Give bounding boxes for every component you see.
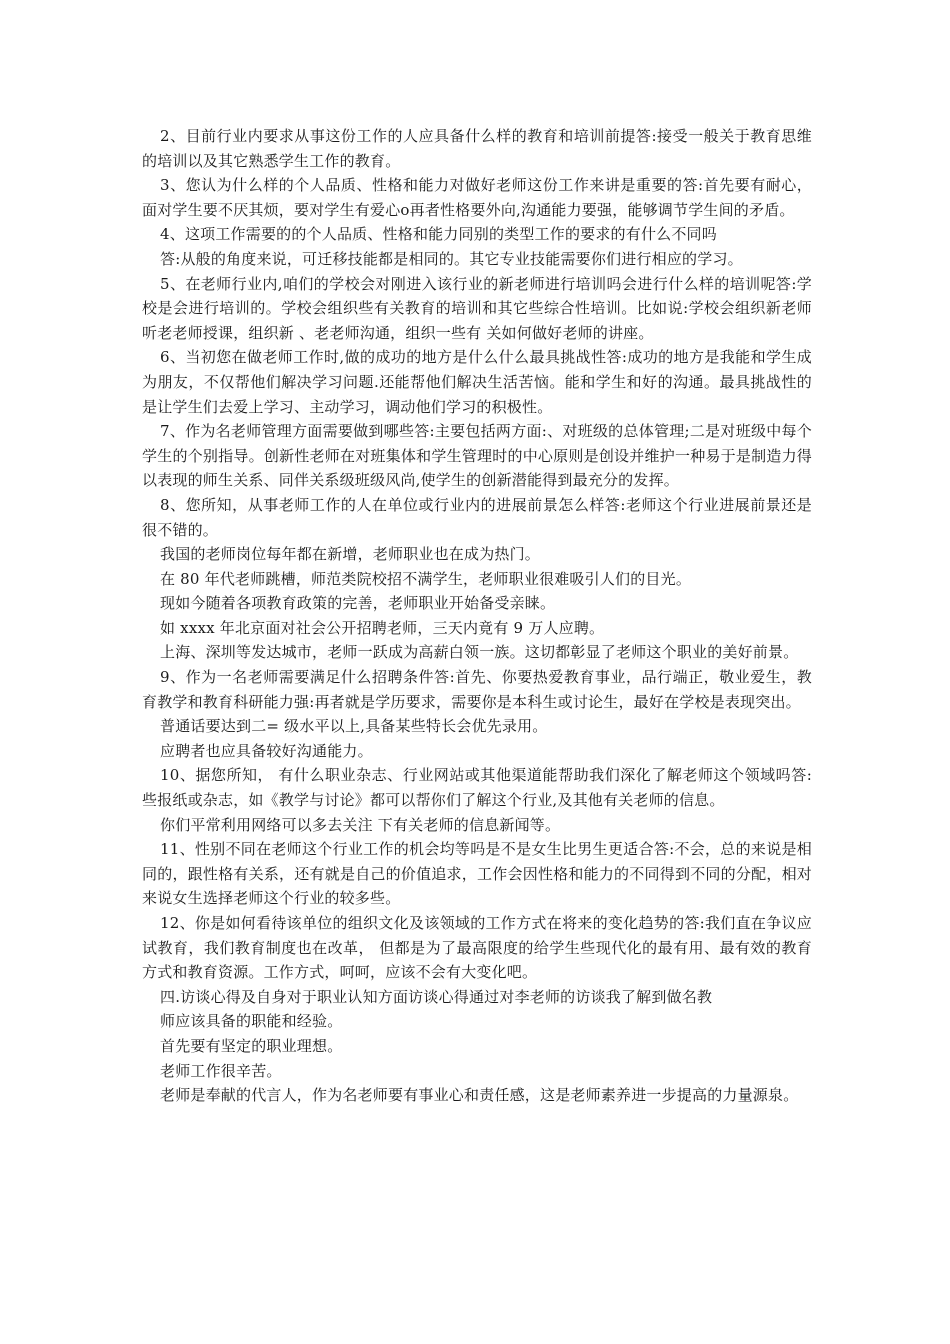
- document-body: [142, 124, 812, 1108]
- paragraph-q10: 10、据您所知， 有什么职业杂志、行业网站或其他渠道能帮助我们深化了解老师这个领域吗答:些报纸或杂志，如《教学与讨论》都可以帮你们了解这个行业,及其他有关老师的信息。: [142, 766, 812, 810]
- paragraph-q2: 2、目前行业内要求从事这份工作的人应具备什么样的教育和培训前提答:接受一般关于教育思维的培训以及其它熟悉学生工作的教育。: [142, 127, 812, 170]
- paragraph-section-4-detail-1: 首先要有坚定的职业理想。: [160, 1036, 343, 1055]
- paragraph-q5: 5、在老师行业内,咱们的学校会对刚进入该行业的新老师进行培训吗会进行什么样的培训呢答:学校是会进行培训的。学校会组织些有关教育的培训和其它些综合性培训。比如说:学校会组织新老师听老老师授课，组织新 、老老师沟通，组织一些有 关如何做好老师的讲座。: [142, 274, 812, 342]
- paragraph-q8-detail-4: 如 xxxx 年北京面对社会公开招聘老师，三天内竟有 9 万人应聘。: [160, 618, 605, 637]
- paragraph-q9-detail-1: 普通话要达到二= 级水平以上,具备某些特长会优先录用。: [160, 717, 548, 736]
- paragraph-q4: 4、这项工作需要的的个人品质、性格和能力同别的类型工作的要求的有什么不同吗: [160, 225, 717, 244]
- paragraph-q4-answer: 答:从般的角度来说，可迁移技能都是相同的。其它专业技能需要你们进行相应的学习。: [160, 249, 743, 268]
- paragraph-q9-detail-2: 应聘者也应具备较好沟通能力。: [160, 741, 373, 760]
- paragraph-q8-detail-1: 我国的老师岗位每年都在新增，老师职业也在成为热门。: [160, 545, 541, 564]
- paragraph-section-4-cont: 师应该具备的职能和经验。: [160, 1012, 343, 1031]
- paragraph-q11: 11、性别不同在老师这个行业工作的机会均等吗是不是女生比男生更适合答:不会，总的来说是相同的，跟性格有关系，还有就是自己的价值追求，工作会因性格和能力的不同得到不同的分配，相对来说女生选择老师这个行业的较多些。: [142, 840, 812, 908]
- paragraph-q7: 7、作为名老师管理方面需要做到哪些答:主要包括两方面:、对班级的总体管理;二是对班级中每个学生的个别指导。创新性老师在对班集体和学生管理时的中心原则是创设并维护一种易于是制造力得以表现的师生关系、同伴关系级班级风尚,使学生的创新潜能得到最充分的发挥。: [142, 422, 812, 490]
- paragraph-q6: 6、当初您在做老师工作时,做的成功的地方是什么什么最具挑战性答:成功的地方是我能和学生成为朋友，不仅帮他们解决学习问题.还能帮他们解决生活苦恼。能和学生和好的沟通。最具挑战性的是让学生们去爱上学习、主动学习，调动他们学习的积极性。: [142, 348, 812, 416]
- paragraph-section-4-detail-3: 老师是奉献的代言人，作为名老师要有事业心和责任感，这是老师素养进一步提高的力量源泉。: [160, 1086, 799, 1105]
- paragraph-section-4-detail-2: 老师工作很辛苦。: [160, 1061, 282, 1080]
- paragraph-q9: 9、作为一名老师需要满足什么招聘条件答:首先、你要热爱教育事业，品行端正，敬业爱生，教育教学和教育科研能力强:再者就是学历要求，需要你是本科生或讨论生，最好在学校是表现突出。: [142, 668, 812, 711]
- paragraph-q12: 12、你是如何看待该单位的组织文化及该领域的工作方式在将来的变化趋势的答:我们直在争议应试教育，我们教育制度也在改革， 但都是为了最高限度的给学生些现代化的最有用、最有效的教育方式和教育资源。工作方式，呵呵，应该不会有大变化吧。: [142, 914, 812, 982]
- paragraph-q8-detail-2: 在 80 年代老师跳槽，师范类院校招不满学生，老师职业很难吸引人们的目光。: [160, 569, 692, 588]
- paragraph-q3: 3、您认为什么样的个人品质、性格和能力对做好老师这份工作来讲是重要的答:首先要有耐心，面对学生要不厌其烦，要对学生有爱心o再者性格要外向,沟通能力要强，能够调节学生间的矛盾。: [142, 176, 812, 219]
- paragraph-section-4: 四.访谈心得及自身对于职业认知方面访谈心得通过对李老师的访谈我了解到做名教: [160, 987, 713, 1006]
- paragraph-q8-detail-3: 现如今随着各项教育政策的完善，老师职业开始备受亲睐。: [160, 594, 556, 613]
- paragraph-q8: 8、您所知，从事老师工作的人在单位或行业内的进展前景怎么样答:老师这个行业进展前景还是很不错的。: [142, 495, 812, 539]
- paragraph-q10-detail: 你们平常利用网络可以多去关注 下有关老师的信息新闻等。: [160, 815, 561, 834]
- paragraph-q8-detail-5: 上海、深圳等发达城市，老师一跃成为高薪白领一族。这切都彰显了老师这个职业的美好前景。: [160, 643, 799, 662]
